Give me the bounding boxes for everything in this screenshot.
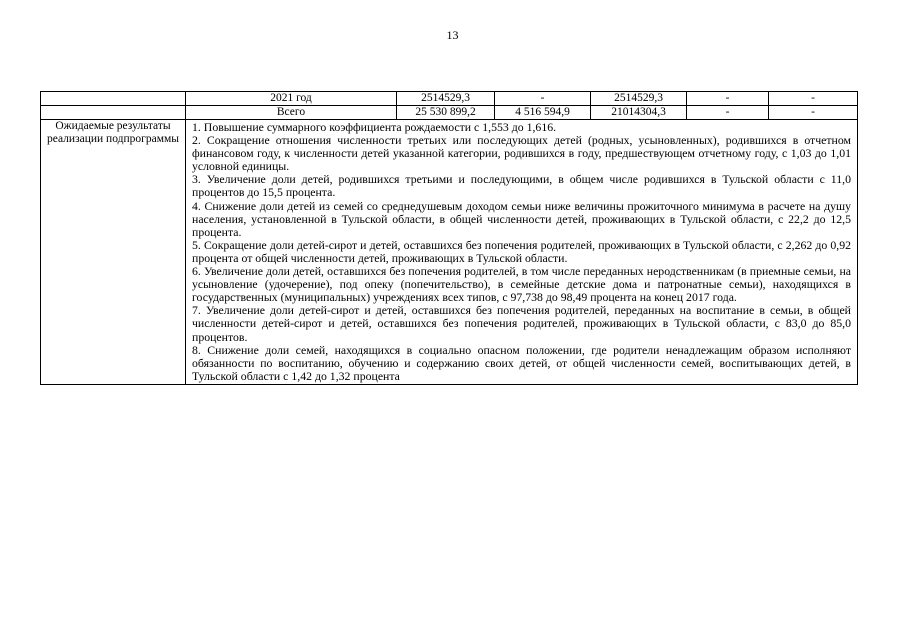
result-item-1: 1. Повышение суммарного коэффициента рождаемости с 1,553 до 1,616.	[192, 120, 557, 134]
finance-value: -	[769, 106, 858, 120]
finance-row-label: Всего	[186, 106, 397, 120]
finance-value: -	[687, 106, 769, 120]
result-item-3: 3. Увеличение доли детей, родившихся третьими и последующими, в общем числе родившихся в Тульской области с 11,0 процентов до 15,5 процента.	[192, 172, 851, 200]
result-item-5: 5. Сокращение доли детей-сирот и детей, оставшихся без попечения родителей, проживающих в Тульской области, с 2,262 до 0,92 процента от общей численности детей, проживающих в Тульской области.	[192, 237, 851, 265]
result-item-4: 4. Снижение доли детей из семей со среднедушевым доходом семьи ниже величины прожиточного минимума в расчете на душу населения, установленной в Тульской области, в общей численности детей, проживающих в Тульской области, с 22,2 до 12,5 процента.	[192, 198, 851, 239]
results-label: Ожидаемые результаты реализации подпрограммы	[41, 120, 186, 385]
empty-cell	[41, 92, 186, 106]
finance-value: 21014304,3	[591, 106, 687, 120]
finance-value: 2514529,3	[397, 92, 495, 106]
result-item-8: 8. Снижение доли семей, находящихся в социально опасном положении, где родители ненадлежащим образом исполняют обязанности по воспитанию, обучению и содержанию своих детей, от общей численности семей, воспитывающих детей, в Тульской области с 1,42 до 1,32 процента	[192, 342, 851, 383]
results-row	[41, 120, 858, 385]
result-item-6: 6. Увеличение доли детей, оставшихся без попечения родителей, в том числе переданных неродственникам (в приемные семьи, на усыновление (удочерение), под опеку (попечительство), в семейные детские дома и патронатные семьи), находящихся в государственных (муниципальных) учреждениях всех типов, с 97,738 до 98,49 процента на конец 2017 года.	[192, 264, 851, 305]
result-item-2: 2. Сокращение отношения численности третьих или последующих детей (родных, усыновленных), родившихся в отчетном финансовом году, к численности детей указанной категории, родившихся в году, предшествующем отчетному году, с 1,03 до 1,01 условной единицы.	[192, 133, 851, 174]
finance-value: 2514529,3	[591, 92, 687, 106]
results-list	[186, 120, 858, 385]
result-item-7: 7. Увеличение доли детей-сирот и детей, оставшихся без попечения родителей, переданных на воспитание в семьи, в общей численности детей-сирот и детей, оставшихся без попечения родителей, проживающих в Тульской области, с 83,0 до 85,0 процентов.	[192, 303, 851, 344]
finance-value: 25 530 899,2	[397, 106, 495, 120]
finance-value: -	[495, 92, 591, 106]
finance-value: -	[769, 92, 858, 106]
program-table	[40, 91, 858, 385]
finance-row-label: 2021 год	[186, 92, 397, 106]
page-number: 13	[446, 28, 459, 42]
finance-value: 4 516 594,9	[495, 106, 591, 120]
finance-value: -	[687, 92, 769, 106]
finance-row-total	[41, 106, 858, 120]
finance-row	[41, 92, 858, 106]
empty-cell	[41, 106, 186, 120]
